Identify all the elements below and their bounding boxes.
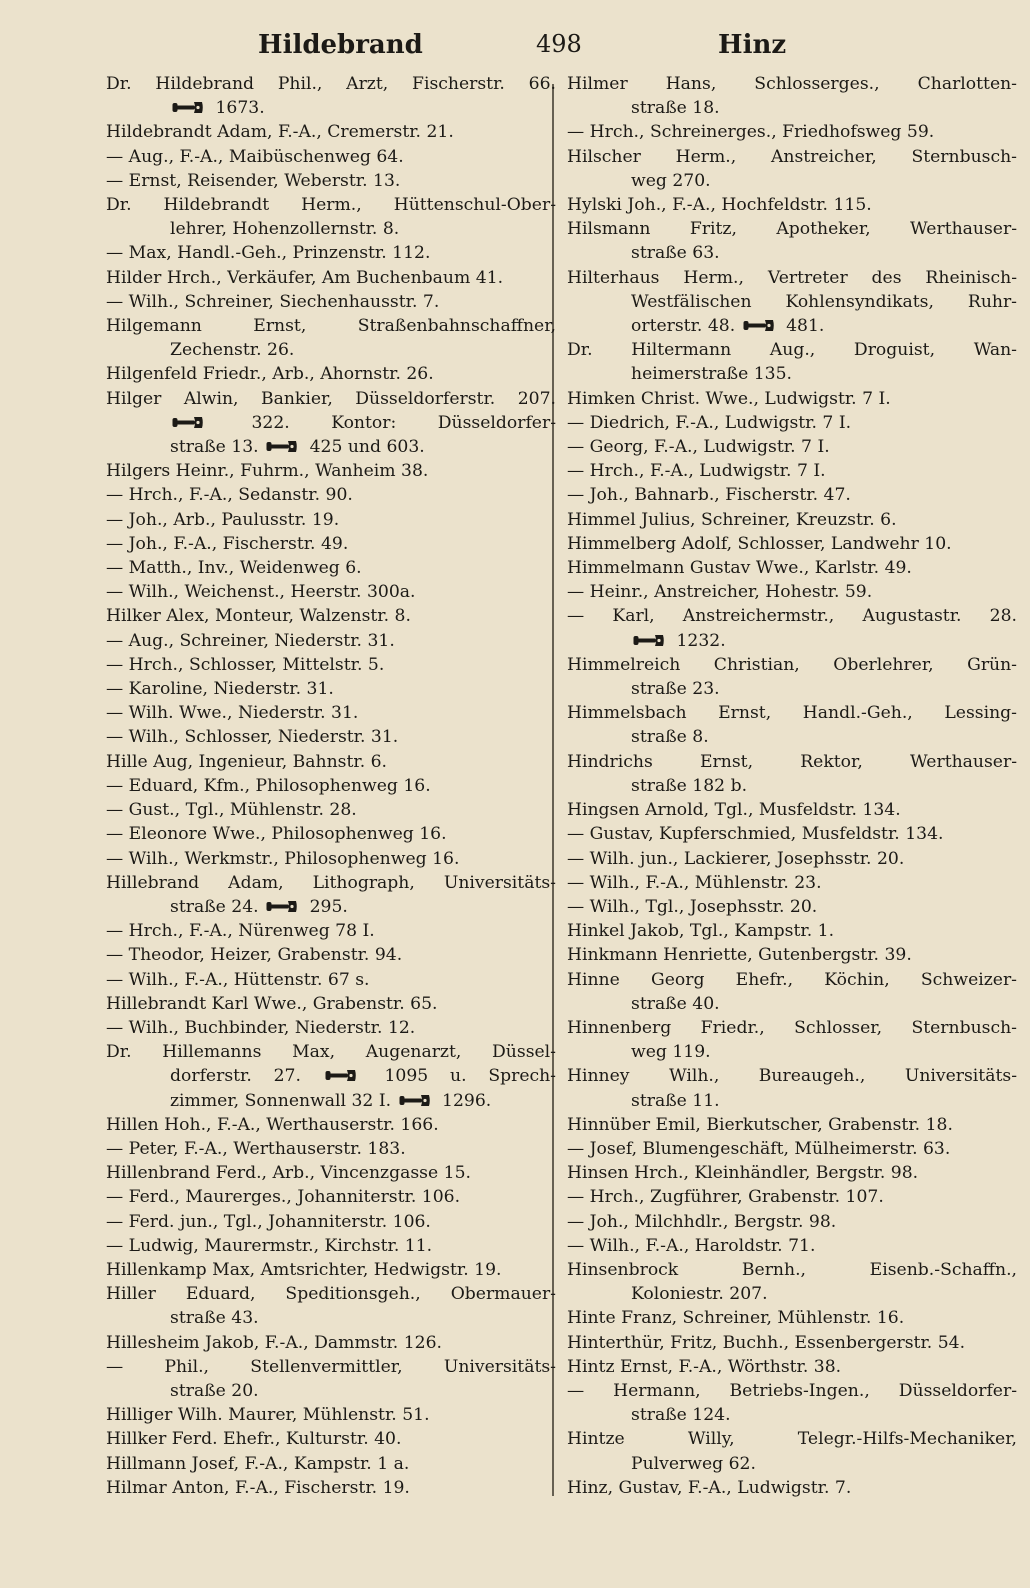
entry-line: Himken Christ. Wwe., Ludwigstr. 7 I. <box>567 388 891 409</box>
directory-entry <box>106 362 556 386</box>
entry-line: Hilsmann Fritz, Apotheker, Werthauser- <box>567 219 1017 240</box>
directory-entry <box>567 508 1017 532</box>
entry-line: — Ferd. jun., Tgl., Johanniterstr. 106. <box>106 1211 431 1232</box>
entry-line: Himmelreich Christian, Oberlehrer, Grün- <box>567 654 1017 675</box>
entry-line: — Joh., Bahnarb., Fischerstr. 47. <box>567 485 851 506</box>
entry-line: — Wilh. jun., Lackierer, Josephsstr. 20. <box>567 848 905 869</box>
entry-continuation: heimerstraße 135. <box>631 364 792 385</box>
directory-entry <box>106 919 556 943</box>
directory-entry <box>106 677 556 701</box>
directory-entry <box>106 483 556 507</box>
directory-entry <box>567 532 1017 556</box>
directory-entry <box>106 1161 556 1185</box>
directory-entry <box>106 822 556 846</box>
left-column <box>106 72 556 1500</box>
directory-entry <box>106 241 556 265</box>
entry-line: Hinsen Hrch., Kleinhändler, Bergstr. 98. <box>567 1163 919 1184</box>
entry-line: — Gustav, Kupferschmied, Musfeldstr. 134. <box>567 824 944 845</box>
directory-entry <box>106 169 556 193</box>
directory-entry <box>567 580 1017 604</box>
head-left-name: Hildebrand <box>258 30 423 60</box>
directory-entry <box>567 1476 1017 1500</box>
entry-line: Hiller Eduard, Speditionsgeh., Obermauer- <box>106 1284 556 1305</box>
directory-entry <box>106 508 556 532</box>
directory-entry <box>106 387 556 460</box>
directory-entry <box>567 217 1017 265</box>
directory-entry <box>567 411 1017 435</box>
entry-continuation: lehrer, Hohenzollernstr. 8. <box>170 219 400 240</box>
directory-entry <box>106 1185 556 1209</box>
directory-entry <box>106 1427 556 1451</box>
directory-entry <box>567 1210 1017 1234</box>
directory-entry <box>567 483 1017 507</box>
directory-entry <box>567 556 1017 580</box>
entry-line: — Peter, F.-A., Werthauserstr. 183. <box>106 1138 406 1159</box>
directory-entry <box>106 871 556 919</box>
entry-line: Hilker Alex, Monteur, Walzenstr. 8. <box>106 606 411 627</box>
directory-entry <box>567 266 1017 339</box>
entry-line: Hildebrandt Adam, F.-A., Cremerstr. 21. <box>106 122 454 143</box>
entry-line: Hillen Hoh., F.-A., Werthauserstr. 166. <box>106 1114 439 1135</box>
directory-entry <box>106 968 556 992</box>
entry-continuation: 1673. <box>106 96 556 120</box>
directory-entry <box>106 290 556 314</box>
entry-line: — Hrch., F.-A., Ludwigstr. 7 I. <box>567 461 826 482</box>
directory-entry <box>567 1234 1017 1258</box>
entry-line: Hinsenbrock Bernh., Eisenb.-Schaffn., <box>567 1259 1017 1280</box>
entry-line: — Matth., Inv., Weidenweg 6. <box>106 558 362 579</box>
directory-entry <box>106 992 556 1016</box>
entry-continuation: Pulverweg 62. <box>631 1453 756 1474</box>
entry-line: Hinnüber Emil, Bierkutscher, Grabenstr. 18. <box>567 1114 953 1135</box>
entry-line: — Karoline, Niederstr. 31. <box>106 679 334 700</box>
directory-entry <box>567 871 1017 895</box>
directory-entry <box>567 1355 1017 1379</box>
entry-line: — Aug., Schreiner, Niederstr. 31. <box>106 630 395 651</box>
entry-line: — Wilh., Tgl., Josephsstr. 20. <box>567 896 818 917</box>
entry-line: Hillenbrand Ferd., Arb., Vincenzgasse 15. <box>106 1163 471 1184</box>
entry-line: Dr. Hildebrand Phil., Arzt, Fischerstr. 66. <box>106 74 556 94</box>
entry-continuation: straße 40. <box>631 993 720 1014</box>
directory-entry <box>567 1306 1017 1330</box>
entry-continuation: Westfälischen Kohlensyndikats, Ruhr- <box>631 291 1017 312</box>
directory-entry <box>567 798 1017 822</box>
directory-entry <box>567 1064 1017 1112</box>
directory-entry <box>106 1452 556 1476</box>
entry-line: Hinz, Gustav, F.-A., Ludwigstr. 7. <box>567 1477 852 1498</box>
directory-entry <box>106 847 556 871</box>
telephone-icon <box>399 1090 431 1103</box>
telephone-icon <box>325 1065 357 1078</box>
telephone-icon <box>172 97 204 110</box>
telephone-icon <box>266 896 298 909</box>
entry-line: Hinterthür, Fritz, Buchh., Essenbergerstr. 54. <box>567 1332 966 1353</box>
directory-entry <box>567 459 1017 483</box>
entry-line: Dr. Hildebrandt Herm., Hüttenschul-Ober- <box>106 195 556 216</box>
entry-line: — Ernst, Reisender, Weberstr. 13. <box>106 170 401 191</box>
entry-line: — Joh., Milchhdlr., Bergstr. 98. <box>567 1211 837 1232</box>
directory-entry <box>106 701 556 725</box>
entry-line: — Josef, Blumengeschäft, Mülheimerstr. 63. <box>567 1138 951 1159</box>
entry-line: Dr. Hiltermann Aug., Droguist, Wan- <box>567 340 1017 361</box>
entry-line: — Joh., Arb., Paulusstr. 19. <box>106 509 340 530</box>
directory-entry <box>567 943 1017 967</box>
directory-entry <box>106 1476 556 1500</box>
directory-entry <box>567 968 1017 1016</box>
entry-line: — Hrch., Zugführer, Grabenstr. 107. <box>567 1187 884 1208</box>
directory-entry <box>567 1137 1017 1161</box>
entry-continuation: straße 63. <box>631 243 720 264</box>
directory-entry <box>567 72 1017 120</box>
entry-line: Hillebrandt Karl Wwe., Grabenstr. 65. <box>106 993 438 1014</box>
directory-entry <box>567 145 1017 193</box>
directory-entry <box>567 701 1017 749</box>
directory-entry <box>106 943 556 967</box>
page-number: 498 <box>536 30 582 58</box>
entry-line: Hilterhaus Herm., Vertreter des Rheinisch- <box>567 267 1017 288</box>
directory-entry <box>106 798 556 822</box>
entry-line: Hilmer Hans, Schlosserges., Charlotten- <box>567 74 1017 94</box>
directory-entry <box>106 556 556 580</box>
directory-entry <box>567 750 1017 798</box>
directory-entry <box>106 1331 556 1355</box>
head-right-name: Hinz <box>718 30 787 60</box>
directory-entry <box>106 604 556 628</box>
entry-line: Hillker Ferd. Ehefr., Kulturstr. 40. <box>106 1429 402 1450</box>
entry-line: — Joh., F.-A., Fischerstr. 49. <box>106 533 349 554</box>
directory-entry <box>106 774 556 798</box>
directory-entry <box>567 1379 1017 1427</box>
directory-entry <box>106 1210 556 1234</box>
entry-line: — Wilh., F.-A., Haroldstr. 71. <box>567 1235 816 1256</box>
entry-continuation: straße 24. 295. <box>170 896 348 917</box>
entry-line: — Aug., F.-A., Maibüschenweg 64. <box>106 146 404 167</box>
directory-entry <box>567 1161 1017 1185</box>
entry-line: — Gust., Tgl., Mühlenstr. 28. <box>106 800 357 821</box>
directory-entry <box>106 120 556 144</box>
entry-line: — Phil., Stellenvermittler, Universitäts- <box>106 1356 556 1377</box>
directory-entry <box>567 847 1017 871</box>
entry-line: — Wilh., Weichenst., Heerstr. 300a. <box>106 582 416 603</box>
entry-continuation: 322. Kontor: Düsseldorfer- <box>106 411 556 435</box>
entry-continuation: weg 119. <box>631 1042 711 1063</box>
entry-line: Himmelberg Adolf, Schlosser, Landwehr 10. <box>567 533 952 554</box>
directory-entry <box>106 1040 556 1113</box>
entry-line: — Wilh., Buchbinder, Niederstr. 12. <box>106 1017 416 1038</box>
entry-continuation: straße 13. 425 und 603. <box>170 437 425 458</box>
directory-entry <box>567 1427 1017 1475</box>
entry-line: Dr. Hillemanns Max, Augenarzt, Düssel- <box>106 1042 556 1063</box>
directory-entry <box>567 120 1017 144</box>
entry-line: Hillenkamp Max, Amtsrichter, Hedwigstr. 19. <box>106 1259 502 1280</box>
entry-line: Hinkmann Henriette, Gutenbergstr. 39. <box>567 945 912 966</box>
directory-entry <box>106 1258 556 1282</box>
entry-line: — Wilh. Wwe., Niederstr. 31. <box>106 703 359 724</box>
entry-line: Hillmann Josef, F.-A., Kampstr. 1 a. <box>106 1453 410 1474</box>
entry-line: — Diedrich, F.-A., Ludwigstr. 7 I. <box>567 412 852 433</box>
directory-entry <box>567 822 1017 846</box>
entry-line: Hilgenfeld Friedr., Arb., Ahornstr. 26. <box>106 364 434 385</box>
telephone-icon <box>743 315 775 328</box>
entry-line: Hilmar Anton, F.-A., Fischerstr. 19. <box>106 1477 410 1498</box>
directory-entry <box>106 1113 556 1137</box>
directory-entry <box>106 314 556 362</box>
entry-line: Hinne Georg Ehefr., Köchin, Schweizer- <box>567 969 1017 990</box>
directory-entry <box>106 1282 556 1330</box>
entry-continuation: orterstr. 48. 481. <box>631 316 825 337</box>
directory-entry <box>567 1016 1017 1064</box>
entry-continuation: straße 18. <box>631 98 720 119</box>
entry-continuation: Zechenstr. 26. <box>170 340 295 361</box>
entry-line: — Karl, Anstreichermstr., Augustastr. 28. <box>567 606 1017 627</box>
directory-entry <box>106 1403 556 1427</box>
entry-line: — Wilh., F.-A., Mühlenstr. 23. <box>567 872 822 893</box>
entry-line: — Hermann, Betriebs-Ingen., Düsseldorfer- <box>567 1380 1017 1401</box>
telephone-icon <box>633 630 665 643</box>
directory-entry <box>567 1185 1017 1209</box>
entry-line: Hilgemann Ernst, Straßenbahnschaffner, <box>106 316 556 337</box>
directory-entry <box>106 580 556 604</box>
entry-line: Hintz Ernst, F.-A., Wörthstr. 38. <box>567 1356 842 1377</box>
entry-line: — Wilh., Werkmstr., Philosophenweg 16. <box>106 848 460 869</box>
directory-entry <box>567 895 1017 919</box>
telephone-icon <box>266 436 298 449</box>
entry-continuation: straße 124. <box>631 1405 731 1426</box>
entry-line: Hille Aug, Ingenieur, Bahnstr. 6. <box>106 751 388 772</box>
entry-continuation: straße 23. <box>631 679 720 700</box>
entry-line: Hilger Alwin, Bankier, Düsseldorferstr. 207. <box>106 388 556 409</box>
entry-line: — Theodor, Heizer, Grabenstr. 94. <box>106 945 403 966</box>
entry-line: Hingsen Arnold, Tgl., Musfeldstr. 134. <box>567 800 901 821</box>
entry-line: — Hrch., Schlosser, Mittelstr. 5. <box>106 654 385 675</box>
entry-continuation: Koloniestr. 207. <box>631 1284 768 1305</box>
directory-entry <box>106 629 556 653</box>
entry-line: Hinnenberg Friedr., Schlosser, Sternbusch- <box>567 1017 1017 1038</box>
directory-entry <box>567 338 1017 386</box>
entry-line: Hintze Willy, Telegr.-Hilfs-Mechaniker, <box>567 1429 1017 1450</box>
directory-entry <box>106 1137 556 1161</box>
entry-line: Hinte Franz, Schreiner, Mühlenstr. 16. <box>567 1308 905 1329</box>
directory-entry <box>106 750 556 774</box>
directory-entry <box>567 1113 1017 1137</box>
entry-continuation: 1232. <box>567 629 1017 653</box>
entry-line: — Eduard, Kfm., Philosophenweg 16. <box>106 775 431 796</box>
entry-line: Hinkel Jakob, Tgl., Kampstr. 1. <box>567 921 835 942</box>
telephone-icon <box>172 412 204 425</box>
entry-line: — Eleonore Wwe., Philosophenweg 16. <box>106 824 447 845</box>
entry-line: Hilgers Heinr., Fuhrm., Wanheim 38. <box>106 461 429 482</box>
entry-line: Himmelmann Gustav Wwe., Karlstr. 49. <box>567 558 912 579</box>
entry-continuation: weg 270. <box>631 170 711 191</box>
entry-line: — Ferd., Maurerges., Johanniterstr. 106. <box>106 1187 461 1208</box>
entry-line: Hilder Hrch., Verkäufer, Am Buchenbaum 41. <box>106 267 504 288</box>
directory-entry <box>567 653 1017 701</box>
directory-entry <box>106 1234 556 1258</box>
entry-line: Hinney Wilh., Bureaugeh., Universitäts- <box>567 1066 1017 1087</box>
entry-line: — Hrch., Schreinerges., Friedhofsweg 59. <box>567 122 935 143</box>
directory-entry <box>106 193 556 241</box>
entry-line: Hillesheim Jakob, F.-A., Dammstr. 126. <box>106 1332 442 1353</box>
entry-line: — Wilh., Schreiner, Siechenhausstr. 7. <box>106 291 440 312</box>
entry-continuation: dorferstr. 27. 1095 u. Sprech- <box>170 1066 556 1087</box>
entry-line: Himmel Julius, Schreiner, Kreuzstr. 6. <box>567 509 897 530</box>
directory-entry <box>106 266 556 290</box>
directory-entry <box>567 387 1017 411</box>
directory-entry <box>567 1331 1017 1355</box>
directory-entry <box>567 919 1017 943</box>
entry-continuation: zimmer, Sonnenwall 32 I. 1296. <box>170 1090 492 1111</box>
entry-line: Himmelsbach Ernst, Handl.-Geh., Lessing- <box>567 703 1017 724</box>
entry-continuation: straße 182 b. <box>631 775 748 796</box>
directory-entry <box>106 145 556 169</box>
entry-line: — Max, Handl.-Geh., Prinzenstr. 112. <box>106 243 431 264</box>
directory-entry <box>567 604 1017 652</box>
directory-entry <box>106 532 556 556</box>
directory-entry <box>567 193 1017 217</box>
entry-line: — Georg, F.-A., Ludwigstr. 7 I. <box>567 437 830 458</box>
directory-entry <box>106 459 556 483</box>
directory-entry <box>106 1355 556 1403</box>
directory-entry <box>106 72 556 120</box>
entry-line: — Hrch., F.-A., Sedanstr. 90. <box>106 485 353 506</box>
entry-continuation: straße 11. <box>631 1090 720 1111</box>
entry-line: — Wilh., F.-A., Hüttenstr. 67 s. <box>106 969 370 990</box>
entry-line: Hilliger Wilh. Maurer, Mühlenstr. 51. <box>106 1405 430 1426</box>
directory-entry <box>106 653 556 677</box>
entry-line: — Hrch., F.-A., Nürenweg 78 I. <box>106 921 375 942</box>
right-column <box>567 72 1017 1500</box>
entry-line: — Heinr., Anstreicher, Hohestr. 59. <box>567 582 873 603</box>
entry-line: Hylski Joh., F.-A., Hochfeldstr. 115. <box>567 195 872 216</box>
entry-line: Hillebrand Adam, Lithograph, Universitäts- <box>106 872 556 893</box>
entry-line: — Wilh., Schlosser, Niederstr. 31. <box>106 727 399 748</box>
entry-continuation: straße 8. <box>631 727 709 748</box>
running-head <box>0 24 1030 64</box>
entry-line: Hilscher Herm., Anstreicher, Sternbusch- <box>567 146 1017 167</box>
entry-line: Hindrichs Ernst, Rektor, Werthauser- <box>567 751 1017 772</box>
directory-entry <box>106 725 556 749</box>
directory-entry <box>567 435 1017 459</box>
entry-continuation: straße 20. <box>170 1380 259 1401</box>
directory-entry <box>567 1258 1017 1306</box>
directory-entry <box>106 1016 556 1040</box>
entry-continuation: straße 43. <box>170 1308 259 1329</box>
entry-line: — Ludwig, Maurermstr., Kirchstr. 11. <box>106 1235 433 1256</box>
